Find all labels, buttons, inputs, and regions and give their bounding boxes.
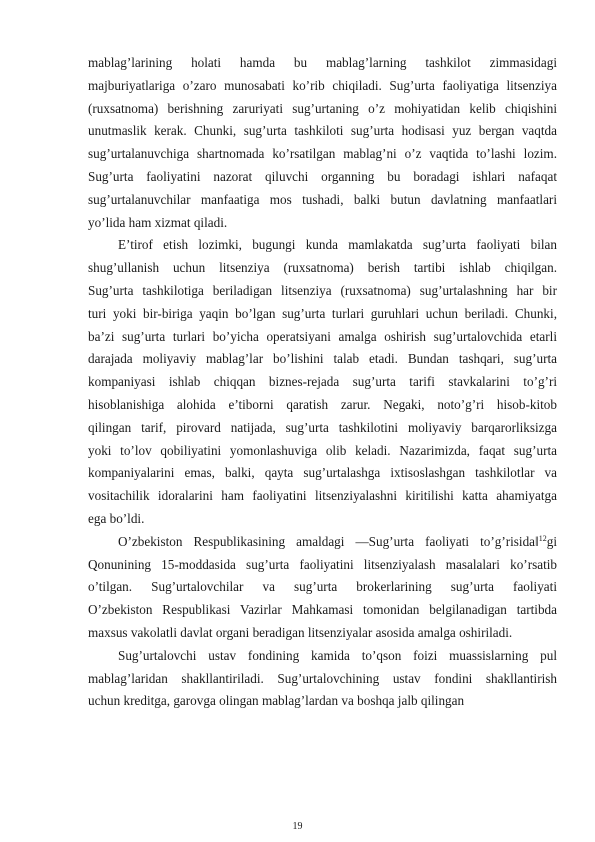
text-line: maxsus vakolatli davlat organi beradigan litsenziyalar asosida amalga oshiriladi. <box>88 624 513 640</box>
page-number: 19 <box>292 821 303 832</box>
text-line: darajada moliyaviy mablag’lar bo’lishini talab etadi. Bundan tashqari, sug’urta <box>88 351 557 367</box>
text-line: sug’urtalanuvchilar manfaatiga mos tushadi, balki butun davlatning manfaatlari <box>88 191 557 207</box>
text-line: shug’ullanish uchun litsenziya (ruxsatnoma) berish tartibi ishlab chiqilgan. <box>88 260 557 276</box>
text-line: Sug’urtalovchi ustav fondining kamida to’qson foizi muassislarning pul <box>118 647 557 663</box>
text-line: kompaniyasi ishlab chiqqan biznes-rejada sug’urta tarifi stavkalarini to’g’ri <box>88 374 557 390</box>
text-line: yoki to’lov qobiliyatini yomonlashuviga olib keladi. Nazarimizda, faqat sug’urta <box>88 442 557 458</box>
text-line: Qonunining 15-moddasida sug’urta faoliyatini litsenziyalash masalalari ko’rsatib <box>88 556 557 572</box>
text-line: sug’urtalanuvchiga shartnomada ko’rsatilgan mablag’ni o’z vaqtida to’lashi lozim. <box>88 146 557 162</box>
text-line: hisoblanishiga alohida e’tiborni qaratish zarur. Negaki, noto’g’ri hisob-kitob <box>88 396 557 412</box>
text-line: uchun kreditga, garovga olingan mablag’lardan va boshqa jalb qilingan <box>88 693 465 709</box>
text-line: mablag’larining holati hamda bu mablag’larning tashkilot zimmasidagi <box>88 55 557 70</box>
text-line: o’tilgan. Sug’urtalovchilar va sug’urta brokerlarining sug’urta faoliyati <box>88 579 557 595</box>
line-text: O’zbekiston Respublikasining amaldagi ―Sug’urta faoliyati to’g’risida‖ <box>118 533 539 549</box>
footnote-marker: 12 <box>538 533 547 543</box>
footnote-suffix: gi <box>546 533 557 549</box>
text-line: E’tirof etish lozimki, bugungi kunda mamlakatda sug’urta faoliyati bilan <box>118 237 557 253</box>
text-line: kompaniyalarini emas, balki, qayta sug’urtalashga ixtisoslashgan tashkilotlar va <box>88 465 557 481</box>
body-text <box>88 52 557 713</box>
text-line: majburiyatlariga o’zaro munosabati ko’rib chiqiladi. Sug’urta faoliyatiga litsenziya <box>88 77 557 93</box>
text-line: unutmaslik kerak. Chunki, sug’urta tashkiloti sug’urta hodisasi yuz bergan vaqtda <box>88 123 557 139</box>
text-line: qilingan tarif, pirovard natijada, sug’urta tashkilotini moliyaviy barqarorliksizga <box>88 419 557 435</box>
text-line: O’zbekiston Respublikasi Vazirlar Mahkamasi tomonidan belgilanadigan tartibda <box>88 602 557 618</box>
text-line: mablag’laridan shakllantiriladi. Sug’urtalovchining ustav fondini shakllantirish <box>88 670 557 686</box>
text-line: turi yoki bir-biriga yaqin bo’lgan sug’urta turlari guruhlari uchun beriladi. Chunki, <box>88 305 557 321</box>
text-line: yo’lida ham xizmat qiladi. <box>88 214 228 230</box>
text-line: vositachilik idoralarini ham faoliyatini litsenziyalashni kiritilishi katta ahamiyatga <box>88 488 557 504</box>
text-line: ega bo’ldi. <box>88 510 145 526</box>
text-line: Sug’urta tashkilotiga beriladigan litsenziya (ruxsatnoma) sug’urtalashning har bir <box>88 282 557 298</box>
text-line <box>88 531 557 554</box>
text-line: (ruxsatnoma) berishning zaruriyati sug’urtaning o’z mohiyatidan kelib chiqishini <box>88 100 557 116</box>
text-line: ba’zi sug’urta turlari bo’yicha operatsiyani amalga oshirish sug’urtalovchida etarli <box>88 328 557 344</box>
text-line: Sug’urta faoliyatini nazorat qiluvchi organning bu boradagi ishlari nafaqat <box>88 168 557 184</box>
